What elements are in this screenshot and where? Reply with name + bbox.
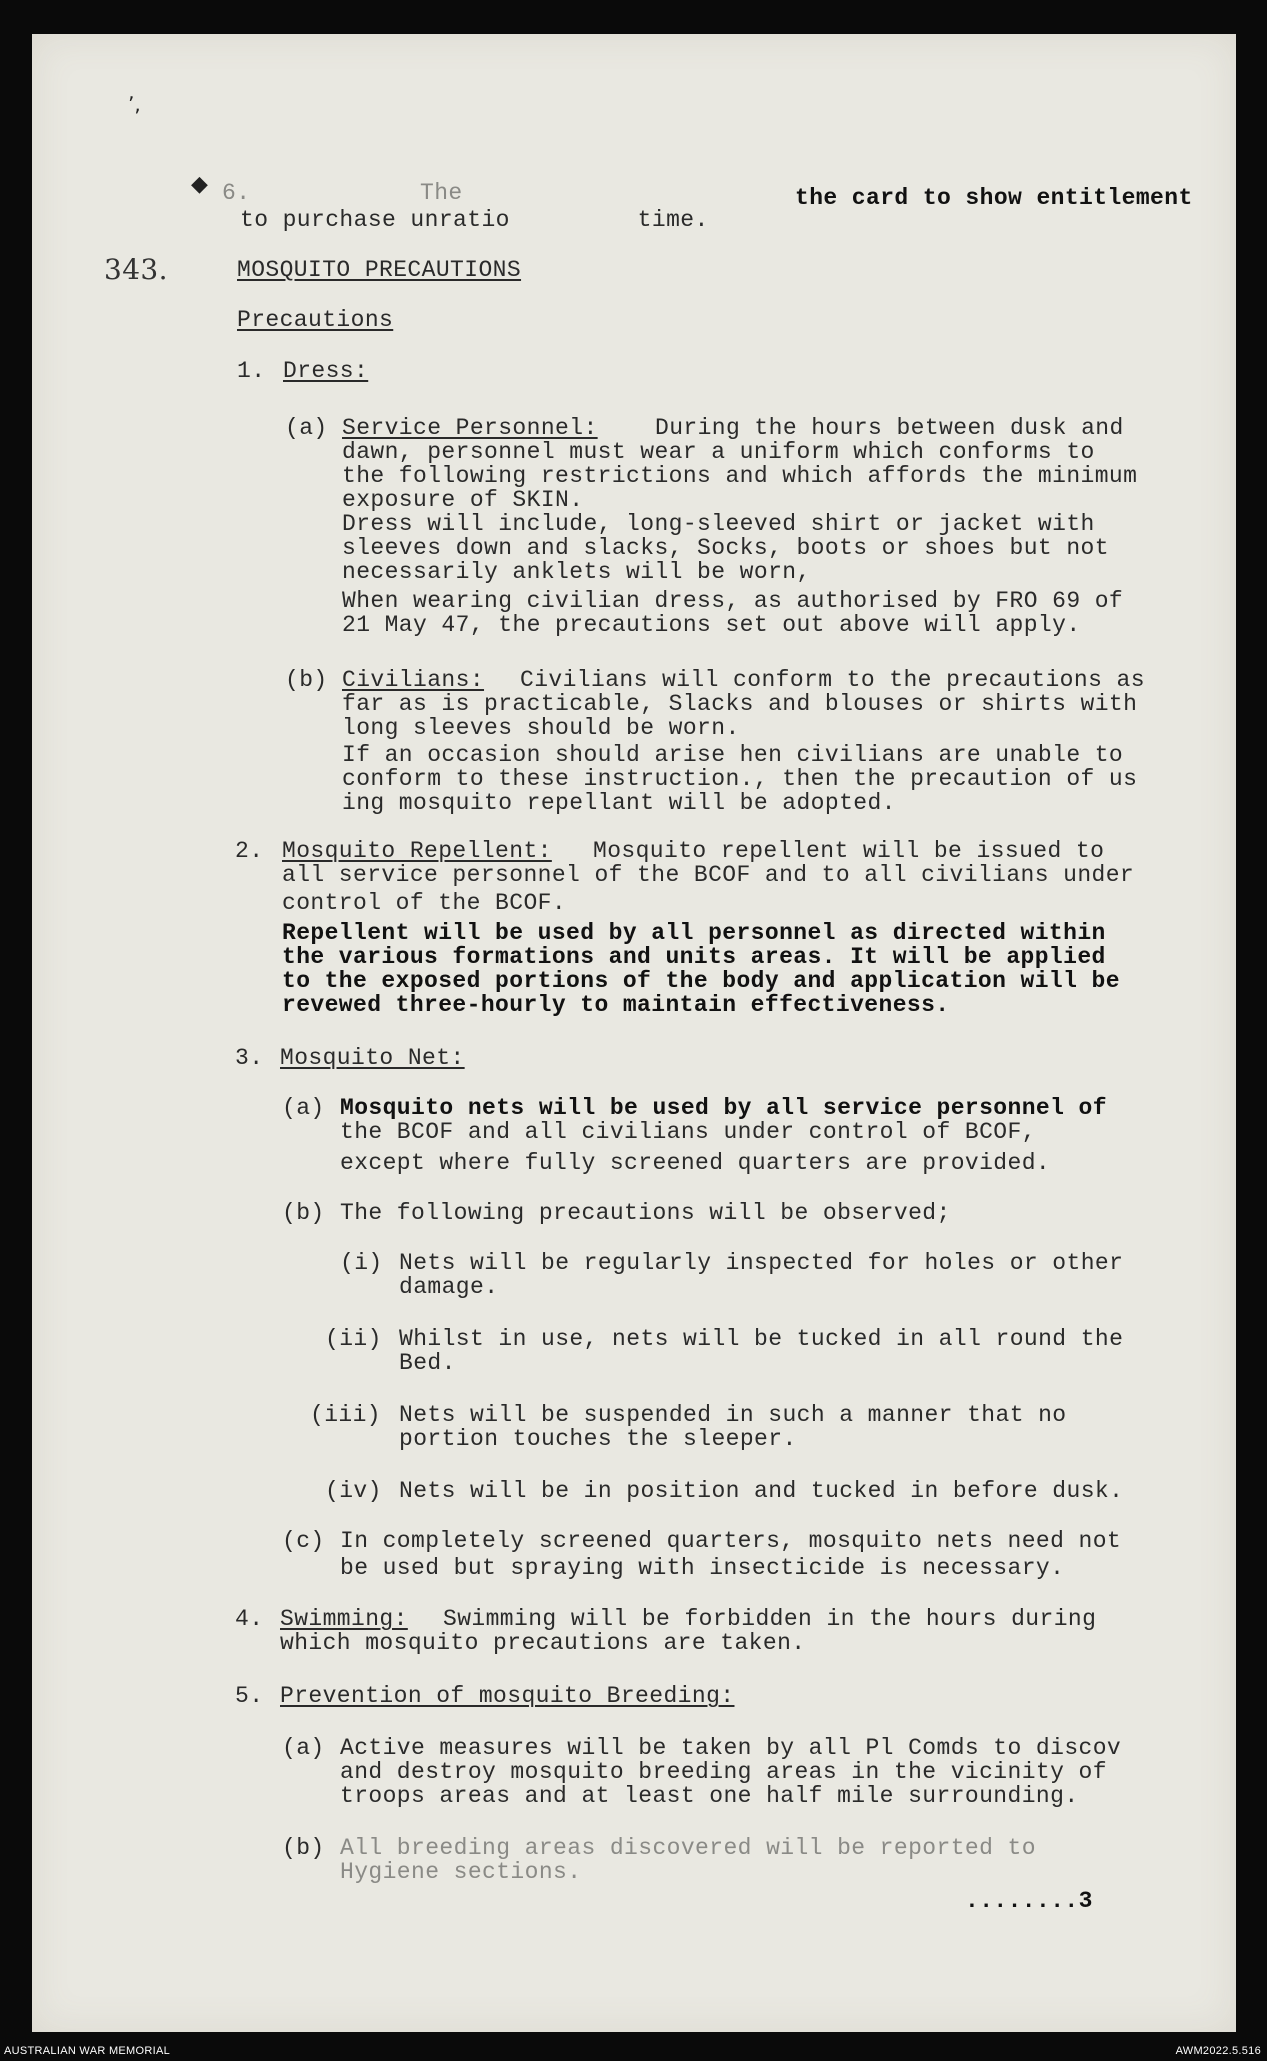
net-a-line: except where fully screened quarters are provided. xyxy=(340,1150,1051,1176)
document-page xyxy=(32,34,1236,2032)
net-title: Mosquito Net: xyxy=(280,1045,465,1071)
swimming-line: which mosquito precautions are taken. xyxy=(280,1630,806,1656)
breeding-b-line: Hygiene sections. xyxy=(340,1859,582,1885)
dress-a-line: dawn, personnel must wear a uniform which conforms to xyxy=(342,439,1095,465)
section-number: 343. xyxy=(104,253,168,286)
net-c-label: (c) xyxy=(282,1528,325,1554)
page-continuation: ........3 xyxy=(965,1888,1093,1914)
item6-line2: to purchase unratio time. xyxy=(240,207,709,233)
repellent-line: Repellent will be used by all personnel as directed within xyxy=(282,920,1106,946)
net-a-line: the BCOF and all civilians under control of BCOF, xyxy=(340,1119,1036,1145)
net-b-label: (b) xyxy=(282,1200,325,1226)
net-subitem-label: (ii) xyxy=(325,1326,382,1352)
net-c-line: In completely screened quarters, mosquito nets need not xyxy=(340,1528,1122,1554)
breeding-b-label: (b) xyxy=(282,1835,325,1861)
punch-mark: ◆ xyxy=(191,172,208,197)
section-title: MOSQUITO PRECAUTIONS xyxy=(237,257,522,283)
repellent-title: Mosquito Repellent: xyxy=(282,838,552,864)
dress-a-line: exposure of SKIN. xyxy=(342,487,584,513)
item6-number: 6. xyxy=(222,180,251,206)
repellent-line: revewed three-hourly to maintain effectiveness. xyxy=(282,992,950,1018)
breeding-a-line: and destroy mosquito breeding areas in the vicinity of xyxy=(340,1759,1107,1785)
net-b-text: The following precautions will be observed; xyxy=(340,1200,951,1226)
net-subitem-line: Nets will be regularly inspected for holes or other xyxy=(399,1250,1124,1276)
dress-a-label: (a) xyxy=(285,415,328,441)
dress-b-title: Civilians: xyxy=(342,667,485,693)
breeding-a-line: troops areas and at least one half mile surrounding. xyxy=(340,1783,1079,1809)
item6-line1-start: The xyxy=(420,180,463,206)
net-subitem-line: Nets will be in position and tucked in before dusk. xyxy=(399,1478,1124,1504)
net-subitem-line: Nets will be suspended in such a manner that no xyxy=(399,1402,1067,1428)
net-c-line: be used but spraying with insecticide is necessary. xyxy=(340,1555,1065,1581)
breeding-title: Prevention of mosquito Breeding: xyxy=(280,1683,735,1709)
dress-b-line: If an occasion should arise hen civilians are unable to xyxy=(342,742,1124,768)
net-a-line: Mosquito nets will be used by all service personnel of xyxy=(340,1095,1107,1121)
ink-mark: ʼ, xyxy=(128,92,141,116)
repellent-line: all service personnel of the BCOF and to all civilians under xyxy=(282,862,1135,888)
repellent-line: control of the BCOF. xyxy=(282,890,567,916)
repellent-number: 2. xyxy=(235,838,264,864)
repellent-line: to the exposed portions of the body and application will be xyxy=(282,968,1120,994)
item6-line1-end: the card to show entitlement xyxy=(795,185,1193,211)
dress-a-line: Dress will include, long-sleeved shirt or jacket with xyxy=(342,511,1095,537)
dress-number: 1. xyxy=(237,358,266,384)
net-subitem-line: Whilst in use, nets will be tucked in all round the xyxy=(399,1326,1124,1352)
dress-b-line: far as is practicable, Slacks and blouses or shirts with xyxy=(342,691,1138,717)
dress-a-title: Service Personnel: xyxy=(342,415,598,441)
net-subitem-line: Bed. xyxy=(399,1350,456,1376)
net-a-label: (a) xyxy=(282,1095,325,1121)
footer-reference: AWM2022.5.516 xyxy=(1175,2045,1261,2057)
dress-b-line: Civilians will conform to the precautions as xyxy=(520,667,1145,693)
dress-b-line: conform to these instruction., then the precaution of us xyxy=(342,766,1138,792)
swimming-line: Swimming will be forbidden in the hours during xyxy=(443,1606,1097,1632)
dress-heading: Dress: xyxy=(283,358,369,384)
net-subitem-label: (iii) xyxy=(310,1402,382,1428)
net-subitem-label: (i) xyxy=(340,1250,383,1276)
net-subitem-label: (iv) xyxy=(325,1478,382,1504)
breeding-b-line: All breeding areas discovered will be reported to xyxy=(340,1835,1036,1861)
swimming-number: 4. xyxy=(235,1606,264,1632)
net-subitem-line: portion touches the sleeper. xyxy=(399,1426,797,1452)
swimming-title: Swimming: xyxy=(280,1606,408,1632)
section-subtitle: Precautions xyxy=(237,307,394,333)
footer-source: AUSTRALIAN WAR MEMORIAL xyxy=(4,2045,171,2057)
dress-a-line: the following restrictions and which affords the minimum xyxy=(342,463,1138,489)
breeding-a-label: (a) xyxy=(282,1735,325,1761)
repellent-line: Mosquito repellent will be issued to xyxy=(593,838,1105,864)
breeding-number: 5. xyxy=(235,1683,264,1709)
dress-b-label: (b) xyxy=(285,667,328,693)
dress-a-line: necessarily anklets will be worn, xyxy=(342,559,811,585)
dress-b-line: ing mosquito repellant will be adopted. xyxy=(342,790,896,816)
dress-a-line: During the hours between dusk and xyxy=(655,415,1124,441)
net-subitem-line: damage. xyxy=(399,1274,499,1300)
repellent-line: the various formations and units areas. It will be applied xyxy=(282,944,1106,970)
dress-b-line: long sleeves should be worn. xyxy=(342,715,740,741)
dress-a-line: sleeves down and slacks, Socks, boots or shoes but not xyxy=(342,535,1109,561)
breeding-a-line: Active measures will be taken by all Pl Comds to discov xyxy=(340,1735,1122,1761)
net-number: 3. xyxy=(235,1045,264,1071)
dress-a-line: When wearing civilian dress, as authorised by FRO 69 of xyxy=(342,588,1124,614)
dress-a-line: 21 May 47, the precautions set out above will apply. xyxy=(342,612,1081,638)
